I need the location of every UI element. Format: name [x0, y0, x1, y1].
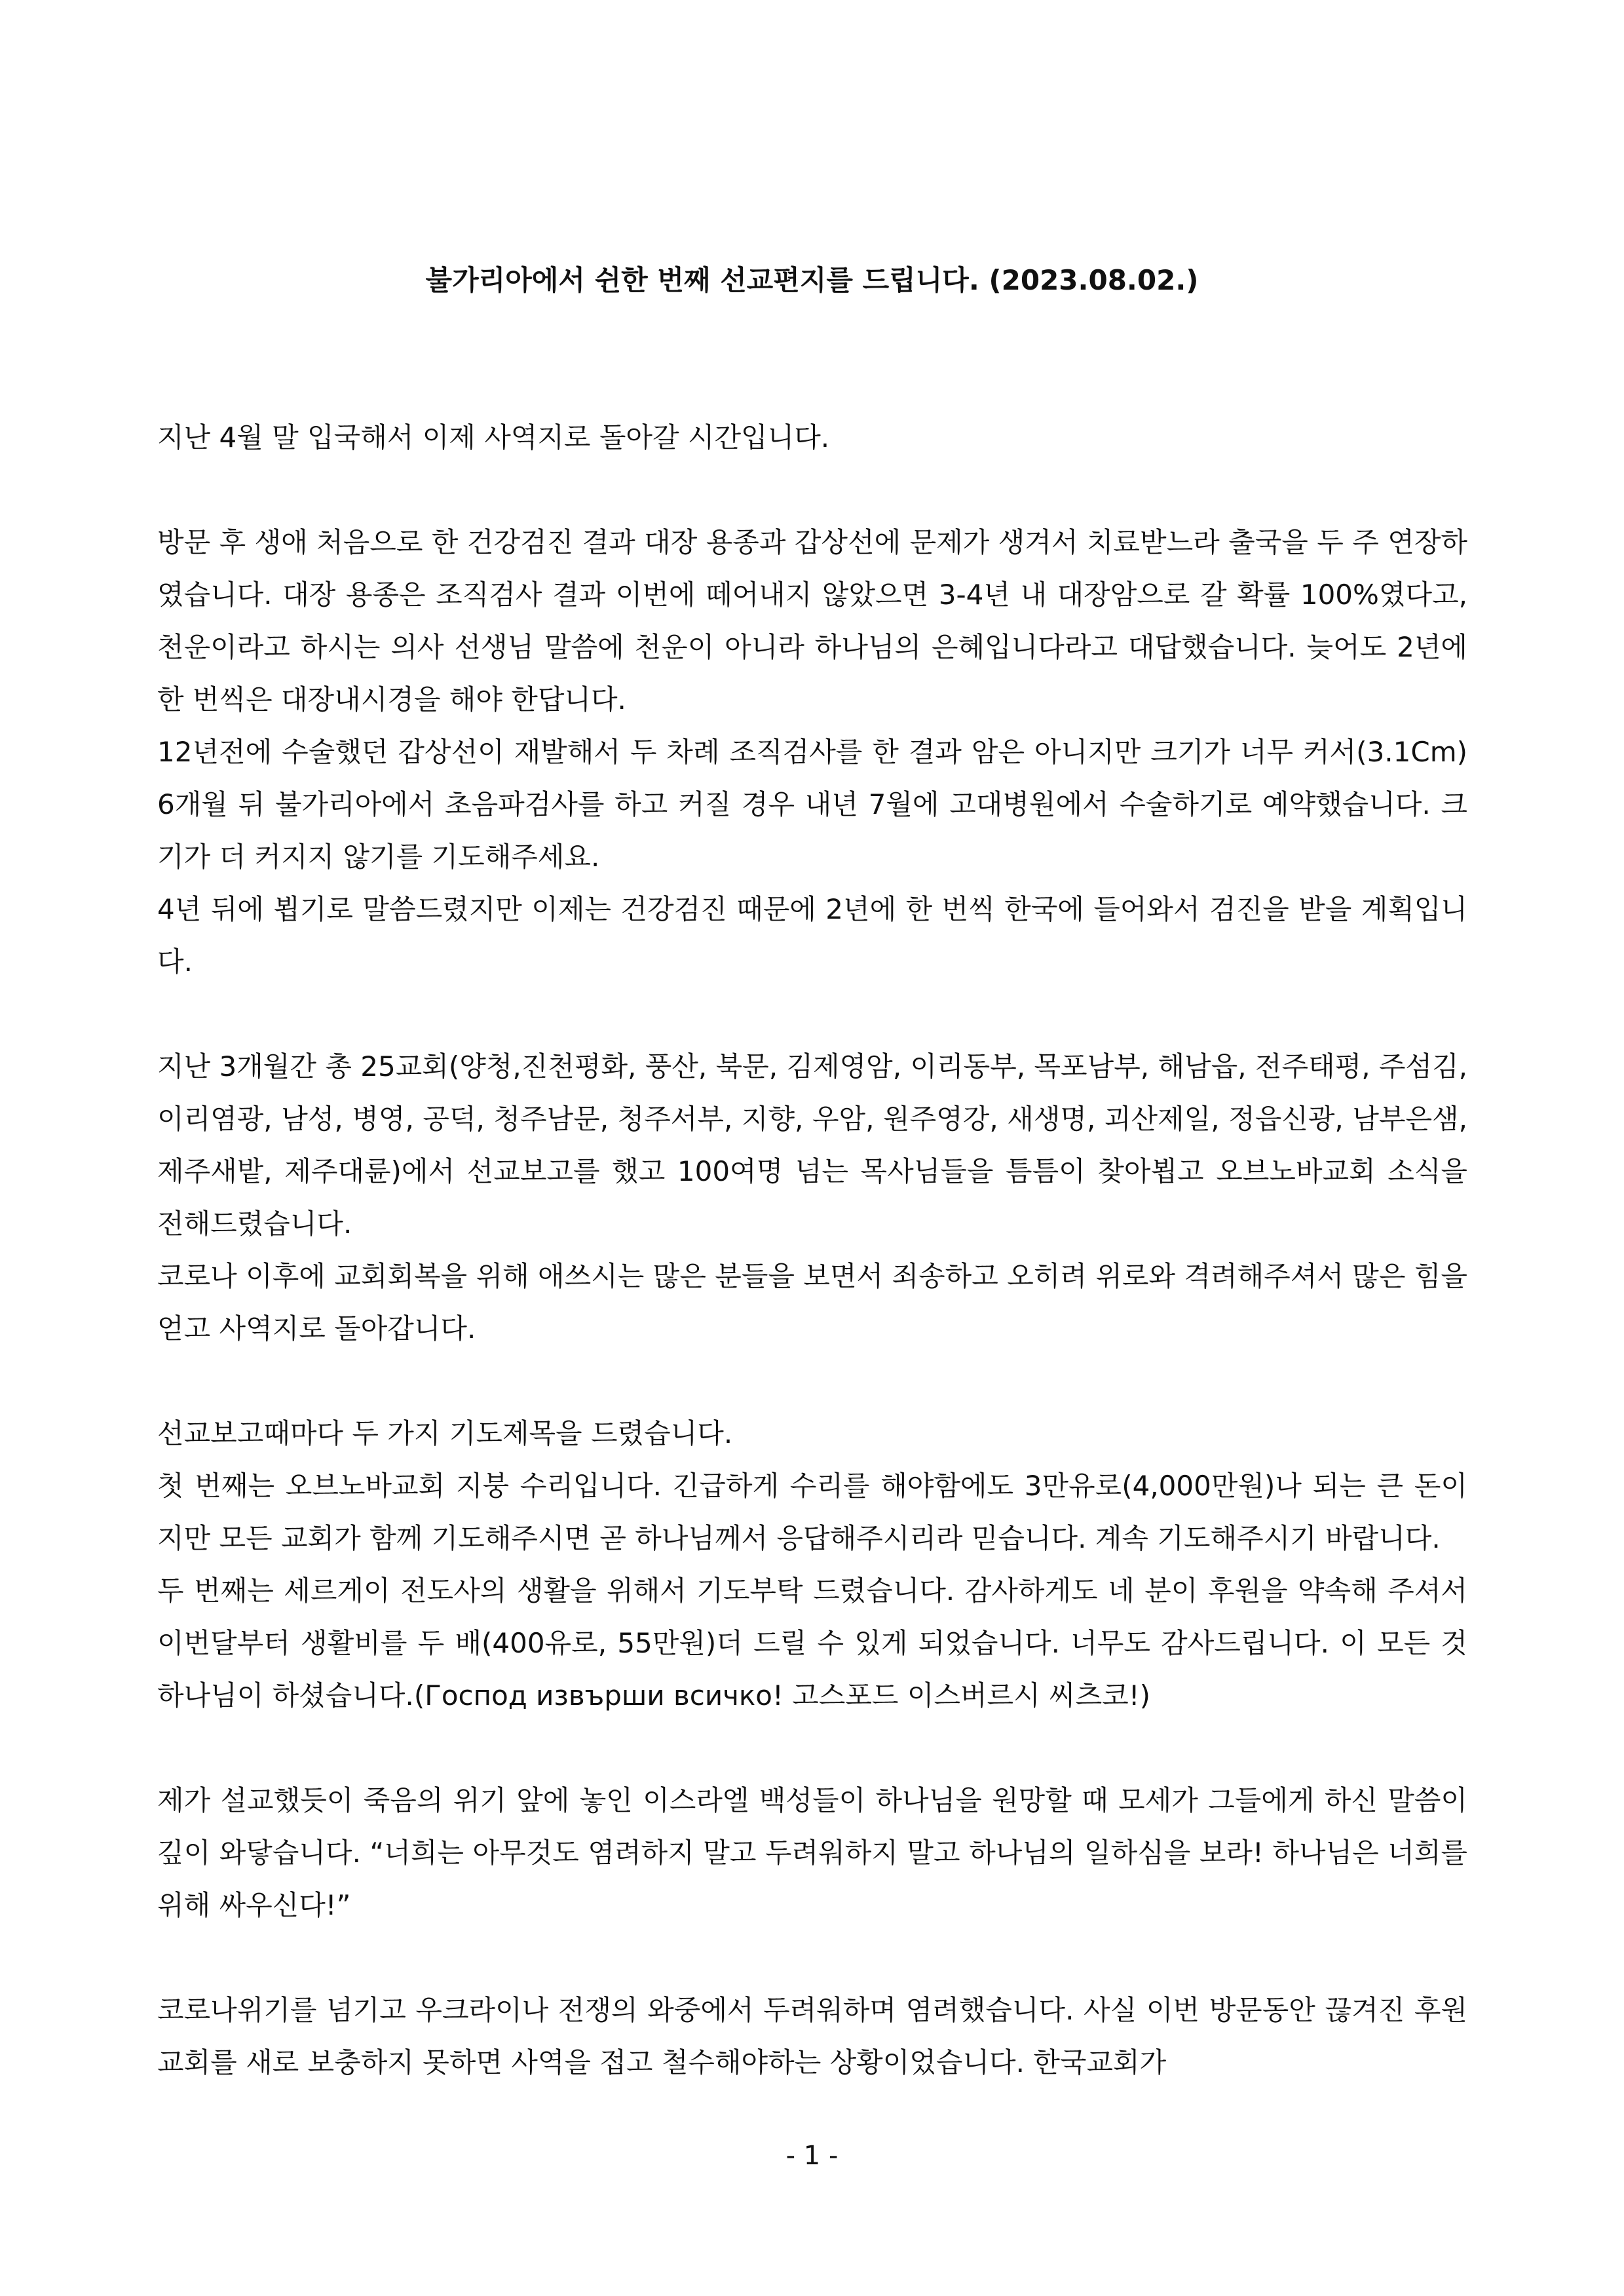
paragraph-crisis: 코로나위기를 넘기고 우크라이나 전쟁의 와중에서 두려워하며 염려했습니다. 사실 이번 방문동안 끊겨진 후원교회를 새로 보충하지 못하면 사역을 접고 철수해야하는 상황이었습니다. 한국교회가 [157, 1994, 1467, 2078]
paragraph-prayer-topics: 선교보고때마다 두 가지 기도제목을 드렸습니다. [157, 1417, 733, 1449]
page-number: - 1 - [785, 2141, 839, 2171]
paragraph-sermon-quote: 제가 설교했듯이 죽음의 위기 앞에 놓인 이스라엘 백성들이 하나님을 원망할 때 모세가 그들에게 하신 말씀이 깊이 와닿습니다. “너희는 아무것도 염려하지 말고 두려워하지 말고 하나님의 일하심을 보라! 하나님은 너희를 위해 싸우신다!” [157, 1784, 1467, 1921]
paragraph-sergei-support: 두 번째는 세르게이 전도사의 생활을 위해서 기도부탁 드렸습니다. 감사하게도 네 분이 후원을 약속해 주셔서 이번달부터 생활비를 두 배(400유로, 55만원)더 드릴 수 있게 되었습니다. 너무도 감사드립니다. 이 모든 것 하나님이 하셨습니다.(Господ извърши всичко! 고스포드 이스버르시 씨츠코!) [157, 1575, 1467, 1712]
paragraph-checkup-plan: 4년 뒤에 뵙기로 말씀드렸지만 이제는 건강검진 때문에 2년에 한 번씩 한국에 들어와서 검진을 받을 계획입니다. [157, 893, 1467, 978]
paragraph-gap [157, 1355, 1467, 1407]
paragraph-gap [157, 1722, 1467, 1774]
letter-title: 불가리아에서 쉰한 번째 선교편지를 드립니다. (2023.08.02.) [425, 264, 1199, 296]
paragraph-return-notice: 지난 4월 말 입국해서 이제 사역지로 돌아갈 시간입니다. [157, 421, 830, 453]
paragraph-encouragement: 코로나 이후에 교회회복을 위해 애쓰시는 많은 분들을 보면서 죄송하고 오히려 위로와 격려해주셔서 많은 힘을 얻고 사역지로 돌아갑니다. [157, 1260, 1467, 1345]
letter-body [157, 411, 1467, 2089]
paragraph-church-visits: 지난 3개월간 총 25교회(양청,진천평화, 풍산, 북문, 김제영암, 이리동부, 목포남부, 해남읍, 전주태평, 주섬김, 이리염광, 남성, 병영, 공덕, 청주남문, 청주서부, 지향, 우암, 원주영강, 새생명, 괴산제일, 정읍신광, 남부은샘, 제주새밭, 제주대륜)에서 선교보고를 했고 100여명 넘는 목사님들을 틈틈이 찾아뵙고 오브노바교회 소식을 전해드렸습니다. [157, 1050, 1467, 1240]
paragraph-gap [157, 1932, 1467, 1984]
paragraph-thyroid: 12년전에 수술했던 갑상선이 재발해서 두 차례 조직검사를 한 결과 암은 아니지만 크기가 너무 커서(3.1Cm) 6개월 뒤 불가리아에서 초음파검사를 하고 커질 경우 내년 7월에 고대병원에서 수술하기로 예약했습니다. 크기가 더 커지지 않기를 기도해주세요. [157, 736, 1467, 873]
paragraph-gap [157, 464, 1467, 516]
paragraph-gap [157, 988, 1467, 1041]
paragraph-roof-repair: 첫 번째는 오브노바교회 지붕 수리입니다. 긴급하게 수리를 해야함에도 3만유로(4,000만원)나 되는 큰 돈이지만 모든 교회가 함께 기도해주시면 곧 하나님께서 응답해주시리라 믿습니다. 계속 기도해주시기 바랍니다. [157, 1470, 1467, 1554]
paragraph-health-check: 방문 후 생애 처음으로 한 건강검진 결과 대장 용종과 갑상선에 문제가 생겨서 치료받느라 출국을 두 주 연장하였습니다. 대장 용종은 조직검사 결과 이번에 떼어내지 않았으면 3-4년 내 대장암으로 갈 확률 100%였다고, 천운이라고 하시는 의사 선생님 말씀에 천운이 아니라 하나님의 은혜입니다라고 대답했습니다. 늦어도 2년에 한 번씩은 대장내시경을 해야 한답니다. [157, 526, 1467, 716]
